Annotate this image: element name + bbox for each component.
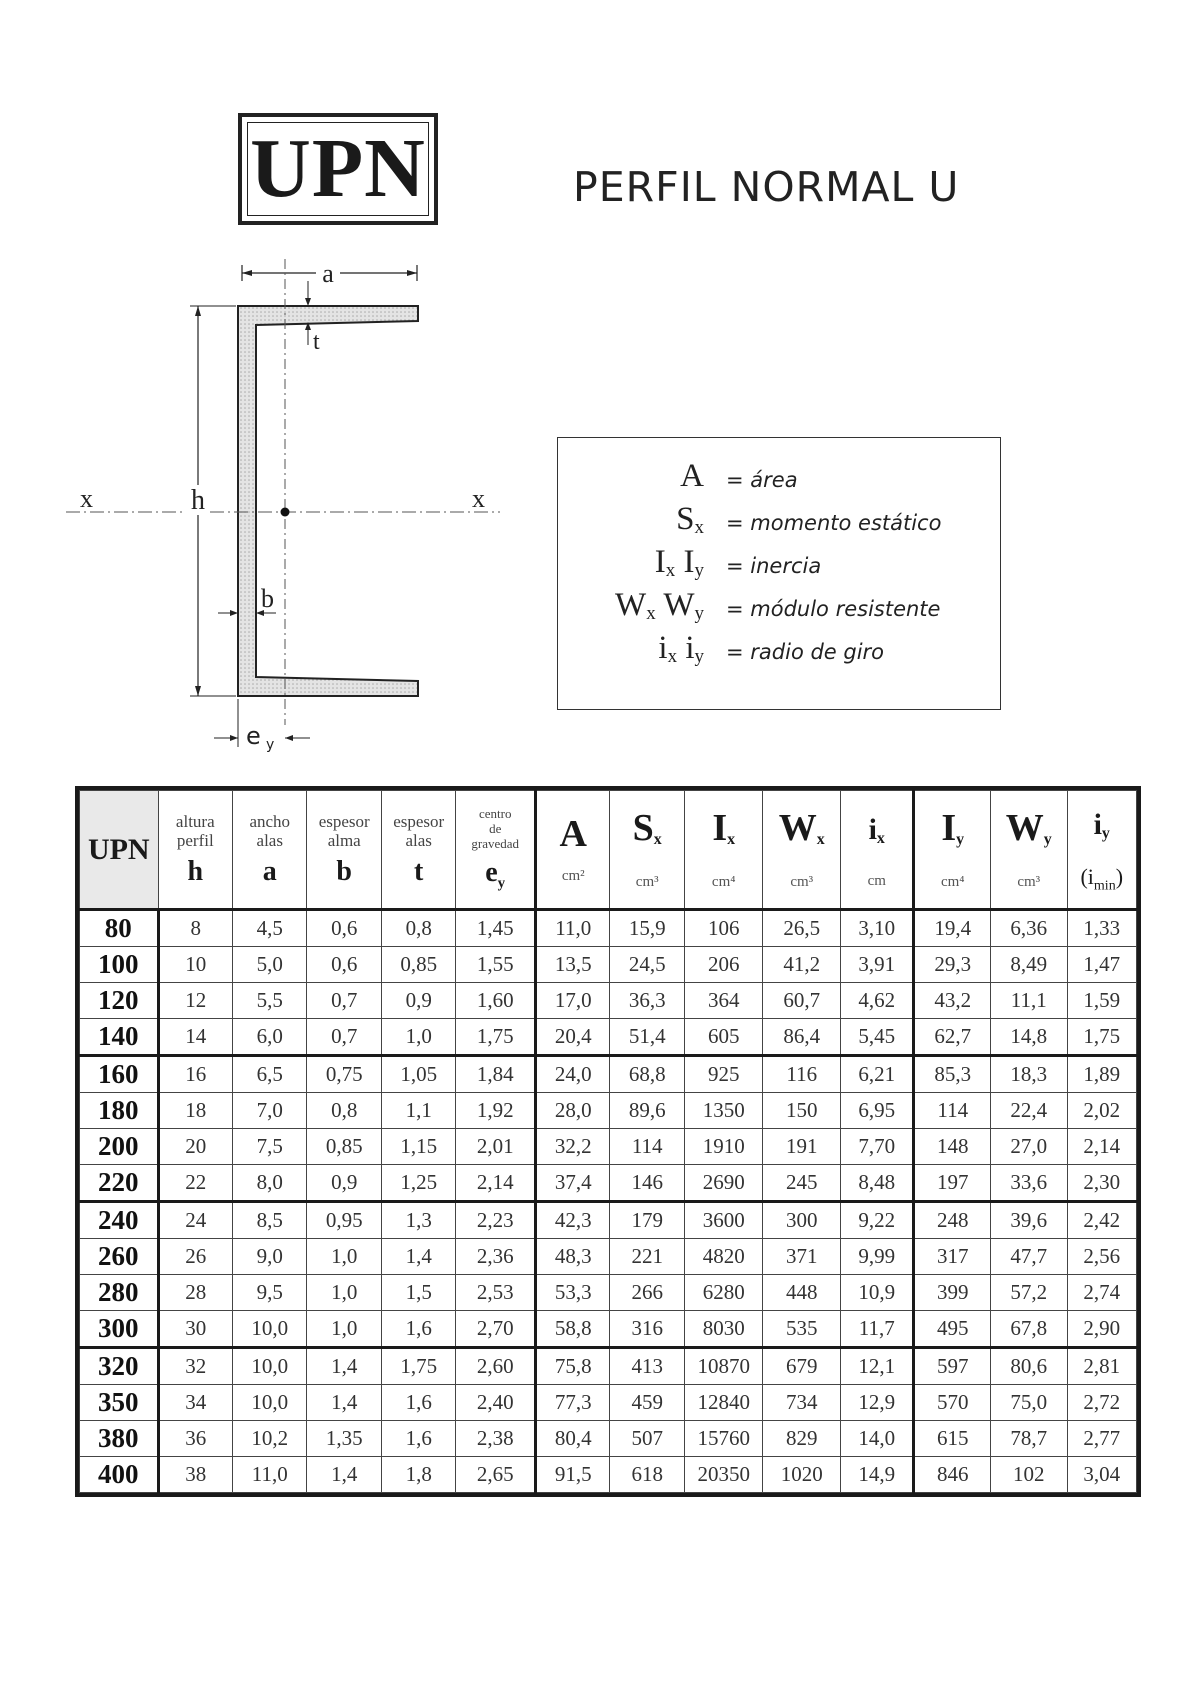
- table-cell: 22: [158, 1165, 232, 1202]
- dimension-h: [186, 306, 236, 696]
- table-cell: 30: [158, 1311, 232, 1348]
- table-cell: 39,6: [990, 1202, 1067, 1239]
- table-cell: 1,75: [456, 1019, 536, 1056]
- table-cell: 535: [763, 1311, 841, 1348]
- logo-text: UPN: [250, 122, 426, 215]
- table-cell: 114: [914, 1093, 991, 1129]
- table-cell: 266: [610, 1275, 684, 1311]
- table-cell: 2,65: [456, 1457, 536, 1493]
- table-cell: 459: [610, 1385, 684, 1421]
- table-cell: 34: [158, 1385, 232, 1421]
- label-e-sub: y: [266, 737, 275, 753]
- table-cell: 14,0: [841, 1421, 914, 1457]
- table-cell: 413: [610, 1348, 684, 1385]
- table-cell: 20350: [684, 1457, 763, 1493]
- table-cell: 1,84: [456, 1056, 536, 1093]
- table-header-row: [80, 791, 1137, 910]
- table-cell: 1,5: [381, 1275, 455, 1311]
- table-cell: 364: [684, 983, 763, 1019]
- table-cell: 20: [158, 1129, 232, 1165]
- table-cell: 26,5: [763, 910, 841, 947]
- table-cell: 6,36: [990, 910, 1067, 947]
- profile-size-cell: 220: [80, 1165, 159, 1202]
- table-row: [80, 1056, 1137, 1093]
- table-cell: 12,9: [841, 1385, 914, 1421]
- table-cell: 1,45: [456, 910, 536, 947]
- table-cell: 10,0: [233, 1385, 307, 1421]
- table-cell: 42,3: [536, 1202, 610, 1239]
- table-cell: 248: [914, 1202, 991, 1239]
- table-cell: 1,47: [1067, 947, 1137, 983]
- table-row: [80, 947, 1137, 983]
- table-cell: 15760: [684, 1421, 763, 1457]
- table-cell: 4820: [684, 1239, 763, 1275]
- table-row: [80, 1385, 1137, 1421]
- table-cell: 1,0: [307, 1275, 381, 1311]
- page-title: PERFIL NORMAL U: [573, 163, 960, 211]
- legend-row: [558, 501, 1000, 545]
- table-cell: 16: [158, 1056, 232, 1093]
- table-cell: 15,9: [610, 910, 684, 947]
- table-cell: 11,7: [841, 1311, 914, 1348]
- table-cell: 24,5: [610, 947, 684, 983]
- table-cell: 2,14: [1067, 1129, 1137, 1165]
- table-cell: 7,5: [233, 1129, 307, 1165]
- table-cell: 679: [763, 1348, 841, 1385]
- table-cell: 570: [914, 1385, 991, 1421]
- profile-size-cell: 80: [80, 910, 159, 947]
- table-cell: 38: [158, 1457, 232, 1493]
- legend-meaning: = momento estático: [726, 511, 942, 535]
- table-cell: 7,0: [233, 1093, 307, 1129]
- table-cell: 67,8: [990, 1311, 1067, 1348]
- dimension-a: [242, 259, 417, 288]
- header-a: ancho alas a: [233, 791, 307, 910]
- table-cell: 734: [763, 1385, 841, 1421]
- table-cell: 150: [763, 1093, 841, 1129]
- table-cell: 0,7: [307, 983, 381, 1019]
- table-cell: 13,5: [536, 947, 610, 983]
- profile-size-cell: 400: [80, 1457, 159, 1493]
- table-cell: 58,8: [536, 1311, 610, 1348]
- legend-meaning: = inercia: [726, 554, 822, 578]
- table-cell: 1,05: [381, 1056, 455, 1093]
- table-cell: 4,62: [841, 983, 914, 1019]
- header-h: altura perfil h: [158, 791, 232, 910]
- profile-size-cell: 200: [80, 1129, 159, 1165]
- table-cell: 2,36: [456, 1239, 536, 1275]
- table-cell: 925: [684, 1056, 763, 1093]
- table-cell: 6,5: [233, 1056, 307, 1093]
- table-cell: 10: [158, 947, 232, 983]
- table-cell: 22,4: [990, 1093, 1067, 1129]
- table-cell: 507: [610, 1421, 684, 1457]
- profile-size-cell: 320: [80, 1348, 159, 1385]
- table-cell: 1,33: [1067, 910, 1137, 947]
- table-cell: 399: [914, 1275, 991, 1311]
- header-Iy: $I_y$ cm⁴: [914, 791, 991, 910]
- table-cell: 12840: [684, 1385, 763, 1421]
- table-cell: 2,56: [1067, 1239, 1137, 1275]
- table-cell: 2,02: [1067, 1093, 1137, 1129]
- table-row: [80, 1165, 1137, 1202]
- table-cell: 597: [914, 1348, 991, 1385]
- table-cell: 114: [610, 1129, 684, 1165]
- table-cell: 2,70: [456, 1311, 536, 1348]
- table-cell: 448: [763, 1275, 841, 1311]
- table-cell: 2,81: [1067, 1348, 1137, 1385]
- centroid-point: [281, 508, 290, 517]
- table-cell: 1,89: [1067, 1056, 1137, 1093]
- table-row: [80, 1129, 1137, 1165]
- table-cell: 60,7: [763, 983, 841, 1019]
- table-cell: 1,75: [1067, 1019, 1137, 1056]
- table-cell: 0,6: [307, 910, 381, 947]
- table-cell: 85,3: [914, 1056, 991, 1093]
- table-cell: 829: [763, 1421, 841, 1457]
- table-cell: 1,3: [381, 1202, 455, 1239]
- table-cell: 3,10: [841, 910, 914, 947]
- table-cell: 317: [914, 1239, 991, 1275]
- legend-symbol: $i_x$ $i_y$: [658, 630, 704, 667]
- table-cell: 191: [763, 1129, 841, 1165]
- table-cell: 2,40: [456, 1385, 536, 1421]
- header-ix: $i_x$ cm: [841, 791, 914, 910]
- label-x-right: x: [472, 484, 485, 513]
- table-cell: 2,74: [1067, 1275, 1137, 1311]
- legend-symbol: $W_x$ $W_y$: [615, 587, 704, 624]
- profile-size-cell: 260: [80, 1239, 159, 1275]
- table-cell: 0,7: [307, 1019, 381, 1056]
- table-cell: 8: [158, 910, 232, 947]
- profile-size-cell: 300: [80, 1311, 159, 1348]
- table-cell: 9,5: [233, 1275, 307, 1311]
- table-cell: 0,9: [381, 983, 455, 1019]
- table-cell: 10,0: [233, 1311, 307, 1348]
- table-row: [80, 1239, 1137, 1275]
- table-cell: 0,85: [307, 1129, 381, 1165]
- table-cell: 14,9: [841, 1457, 914, 1493]
- profile-size-cell: 350: [80, 1385, 159, 1421]
- table-cell: 1,4: [307, 1457, 381, 1493]
- table-cell: 206: [684, 947, 763, 983]
- table-cell: 89,6: [610, 1093, 684, 1129]
- table-cell: 43,2: [914, 983, 991, 1019]
- table-cell: 3,91: [841, 947, 914, 983]
- table-cell: 1,15: [381, 1129, 455, 1165]
- header-Ix: $I_x$ cm⁴: [684, 791, 763, 910]
- table-cell: 75,0: [990, 1385, 1067, 1421]
- table-cell: 29,3: [914, 947, 991, 983]
- table-cell: 846: [914, 1457, 991, 1493]
- table-cell: 6,21: [841, 1056, 914, 1093]
- label-x-left: x: [80, 484, 93, 513]
- table-cell: 1,4: [381, 1239, 455, 1275]
- table-cell: 615: [914, 1421, 991, 1457]
- legend-row: [558, 458, 1000, 502]
- header-Wx: $W_x$ cm³: [763, 791, 841, 910]
- table-cell: 245: [763, 1165, 841, 1202]
- header-Wy: $W_y$ cm³: [990, 791, 1067, 910]
- table-cell: 41,2: [763, 947, 841, 983]
- table-cell: 2,42: [1067, 1202, 1137, 1239]
- table-cell: 10,0: [233, 1348, 307, 1385]
- table-cell: 0,8: [381, 910, 455, 947]
- table-row: [80, 1275, 1137, 1311]
- table-cell: 1,35: [307, 1421, 381, 1457]
- legend-row: [558, 630, 1000, 674]
- table-cell: 1,55: [456, 947, 536, 983]
- table-cell: 17,0: [536, 983, 610, 1019]
- legend-row: [558, 587, 1000, 631]
- table-cell: 1,59: [1067, 983, 1137, 1019]
- table-cell: 1,75: [381, 1348, 455, 1385]
- table-cell: 0,9: [307, 1165, 381, 1202]
- table-row: [80, 1093, 1137, 1129]
- u-profile-shape: [238, 306, 418, 696]
- table-cell: 18,3: [990, 1056, 1067, 1093]
- table-cell: 5,5: [233, 983, 307, 1019]
- table-cell: 57,2: [990, 1275, 1067, 1311]
- table-cell: 47,7: [990, 1239, 1067, 1275]
- table-row: [80, 1457, 1137, 1493]
- table-cell: 14,8: [990, 1019, 1067, 1056]
- table-cell: 1,6: [381, 1385, 455, 1421]
- profile-size-cell: 280: [80, 1275, 159, 1311]
- table-cell: 6,0: [233, 1019, 307, 1056]
- table-cell: 75,8: [536, 1348, 610, 1385]
- table-cell: 8,5: [233, 1202, 307, 1239]
- table-cell: 11,1: [990, 983, 1067, 1019]
- table-cell: 1,6: [381, 1421, 455, 1457]
- table-cell: 77,3: [536, 1385, 610, 1421]
- table-cell: 495: [914, 1311, 991, 1348]
- header-Sx: $S_x$ cm³: [610, 791, 684, 910]
- table-cell: 8,48: [841, 1165, 914, 1202]
- table-cell: 51,4: [610, 1019, 684, 1056]
- table-cell: 300: [763, 1202, 841, 1239]
- table-cell: 2,14: [456, 1165, 536, 1202]
- upn-logo: [238, 113, 438, 225]
- table-cell: 5,0: [233, 947, 307, 983]
- table-row: [80, 1348, 1137, 1385]
- table-row: [80, 1421, 1137, 1457]
- table-cell: 371: [763, 1239, 841, 1275]
- table-cell: 78,7: [990, 1421, 1067, 1457]
- table-cell: 2,60: [456, 1348, 536, 1385]
- table-cell: 0,6: [307, 947, 381, 983]
- table-cell: 1910: [684, 1129, 763, 1165]
- table-cell: 179: [610, 1202, 684, 1239]
- upn-properties-table: [75, 786, 1141, 1497]
- legend-symbol: $I_x$ $I_y$: [654, 544, 704, 581]
- table-cell: 9,22: [841, 1202, 914, 1239]
- table-cell: 48,3: [536, 1239, 610, 1275]
- table-cell: 102: [990, 1457, 1067, 1493]
- table-cell: 605: [684, 1019, 763, 1056]
- table-cell: 80,6: [990, 1348, 1067, 1385]
- table-cell: 316: [610, 1311, 684, 1348]
- table-cell: 5,45: [841, 1019, 914, 1056]
- table-cell: 33,6: [990, 1165, 1067, 1202]
- table-cell: 1,1: [381, 1093, 455, 1129]
- header-A: A cm²: [536, 791, 610, 910]
- table-cell: 80,4: [536, 1421, 610, 1457]
- profile-size-cell: 100: [80, 947, 159, 983]
- legend-symbol: $S_x$: [676, 501, 704, 538]
- table-cell: 106: [684, 910, 763, 947]
- table-cell: 1,4: [307, 1385, 381, 1421]
- header-b: espesor alma b: [307, 791, 381, 910]
- table-cell: 1,4: [307, 1348, 381, 1385]
- table-cell: 10,9: [841, 1275, 914, 1311]
- table-cell: 28,0: [536, 1093, 610, 1129]
- header-t: espesor alas t: [381, 791, 455, 910]
- table-cell: 3,04: [1067, 1457, 1137, 1493]
- table-cell: 1,92: [456, 1093, 536, 1129]
- table-cell: 20,4: [536, 1019, 610, 1056]
- table-cell: 0,75: [307, 1056, 381, 1093]
- legend-meaning: = módulo resistente: [726, 597, 941, 621]
- table-cell: 1,25: [381, 1165, 455, 1202]
- table-row: [80, 1311, 1137, 1348]
- label-e: e: [246, 722, 261, 750]
- table-cell: 9,0: [233, 1239, 307, 1275]
- table-cell: 9,99: [841, 1239, 914, 1275]
- table-cell: 1,0: [307, 1311, 381, 1348]
- profile-size-cell: 240: [80, 1202, 159, 1239]
- symbol-legend: [557, 437, 1001, 710]
- profile-size-cell: 120: [80, 983, 159, 1019]
- table-cell: 148: [914, 1129, 991, 1165]
- legend-row: [558, 544, 1000, 588]
- table-cell: 3600: [684, 1202, 763, 1239]
- table-cell: 1,60: [456, 983, 536, 1019]
- label-b: b: [261, 584, 274, 613]
- label-t: t: [313, 329, 320, 355]
- table-cell: 36: [158, 1421, 232, 1457]
- table-cell: 32: [158, 1348, 232, 1385]
- table-cell: 19,4: [914, 910, 991, 947]
- table-cell: 27,0: [990, 1129, 1067, 1165]
- profile-diagram: [60, 255, 520, 755]
- table-cell: 53,3: [536, 1275, 610, 1311]
- table-cell: 6,95: [841, 1093, 914, 1129]
- dimension-ey: [214, 699, 310, 753]
- table-cell: 86,4: [763, 1019, 841, 1056]
- table-cell: 0,85: [381, 947, 455, 983]
- table-cell: 197: [914, 1165, 991, 1202]
- table-cell: 18: [158, 1093, 232, 1129]
- table-cell: 116: [763, 1056, 841, 1093]
- table-cell: 2,77: [1067, 1421, 1137, 1457]
- table-cell: 2,38: [456, 1421, 536, 1457]
- table-cell: 11,0: [536, 910, 610, 947]
- table-cell: 0,8: [307, 1093, 381, 1129]
- table-cell: 11,0: [233, 1457, 307, 1493]
- table-cell: 8030: [684, 1311, 763, 1348]
- table-cell: 32,2: [536, 1129, 610, 1165]
- table-body: [80, 910, 1137, 1493]
- table-cell: 36,3: [610, 983, 684, 1019]
- table-cell: 146: [610, 1165, 684, 1202]
- table-cell: 618: [610, 1457, 684, 1493]
- table-cell: 91,5: [536, 1457, 610, 1493]
- table-cell: 2690: [684, 1165, 763, 1202]
- profile-size-cell: 180: [80, 1093, 159, 1129]
- legend-meaning: = radio de giro: [726, 640, 885, 664]
- table-cell: 1,8: [381, 1457, 455, 1493]
- table-cell: 24,0: [536, 1056, 610, 1093]
- table-cell: 1350: [684, 1093, 763, 1129]
- table-cell: 2,30: [1067, 1165, 1137, 1202]
- table-cell: 8,0: [233, 1165, 307, 1202]
- table-cell: 4,5: [233, 910, 307, 947]
- table-cell: 2,72: [1067, 1385, 1137, 1421]
- table-cell: 1020: [763, 1457, 841, 1493]
- profile-size-cell: 380: [80, 1421, 159, 1457]
- table-cell: 6280: [684, 1275, 763, 1311]
- table-cell: 68,8: [610, 1056, 684, 1093]
- table-cell: 2,23: [456, 1202, 536, 1239]
- table-cell: 7,70: [841, 1129, 914, 1165]
- table-cell: 12,1: [841, 1348, 914, 1385]
- legend-symbol: A: [680, 458, 704, 494]
- table-cell: 221: [610, 1239, 684, 1275]
- table-cell: 26: [158, 1239, 232, 1275]
- table-cell: 8,49: [990, 947, 1067, 983]
- table-row: [80, 910, 1137, 947]
- table-cell: 28: [158, 1275, 232, 1311]
- table-cell: 2,90: [1067, 1311, 1137, 1348]
- table-cell: 14: [158, 1019, 232, 1056]
- table-cell: 2,01: [456, 1129, 536, 1165]
- label-h: h: [191, 485, 205, 516]
- table-cell: 1,0: [381, 1019, 455, 1056]
- table-row: [80, 1202, 1137, 1239]
- table-cell: 62,7: [914, 1019, 991, 1056]
- header-iy: $i_y$ $(i_{min})$: [1067, 791, 1137, 910]
- label-a: a: [322, 259, 334, 288]
- table-cell: 12: [158, 983, 232, 1019]
- table-cell: 10,2: [233, 1421, 307, 1457]
- table-row: [80, 983, 1137, 1019]
- profile-size-cell: 160: [80, 1056, 159, 1093]
- table-cell: 1,6: [381, 1311, 455, 1348]
- table-cell: 10870: [684, 1348, 763, 1385]
- legend-meaning: = área: [726, 468, 798, 492]
- table-cell: 24: [158, 1202, 232, 1239]
- header-ey: centro de gravedad $e_y$: [456, 791, 536, 910]
- table-cell: 37,4: [536, 1165, 610, 1202]
- profile-size-cell: 140: [80, 1019, 159, 1056]
- header-upn: UPN: [80, 791, 159, 910]
- table-cell: 0,95: [307, 1202, 381, 1239]
- table-cell: 2,53: [456, 1275, 536, 1311]
- table-row: [80, 1019, 1137, 1056]
- table-cell: 1,0: [307, 1239, 381, 1275]
